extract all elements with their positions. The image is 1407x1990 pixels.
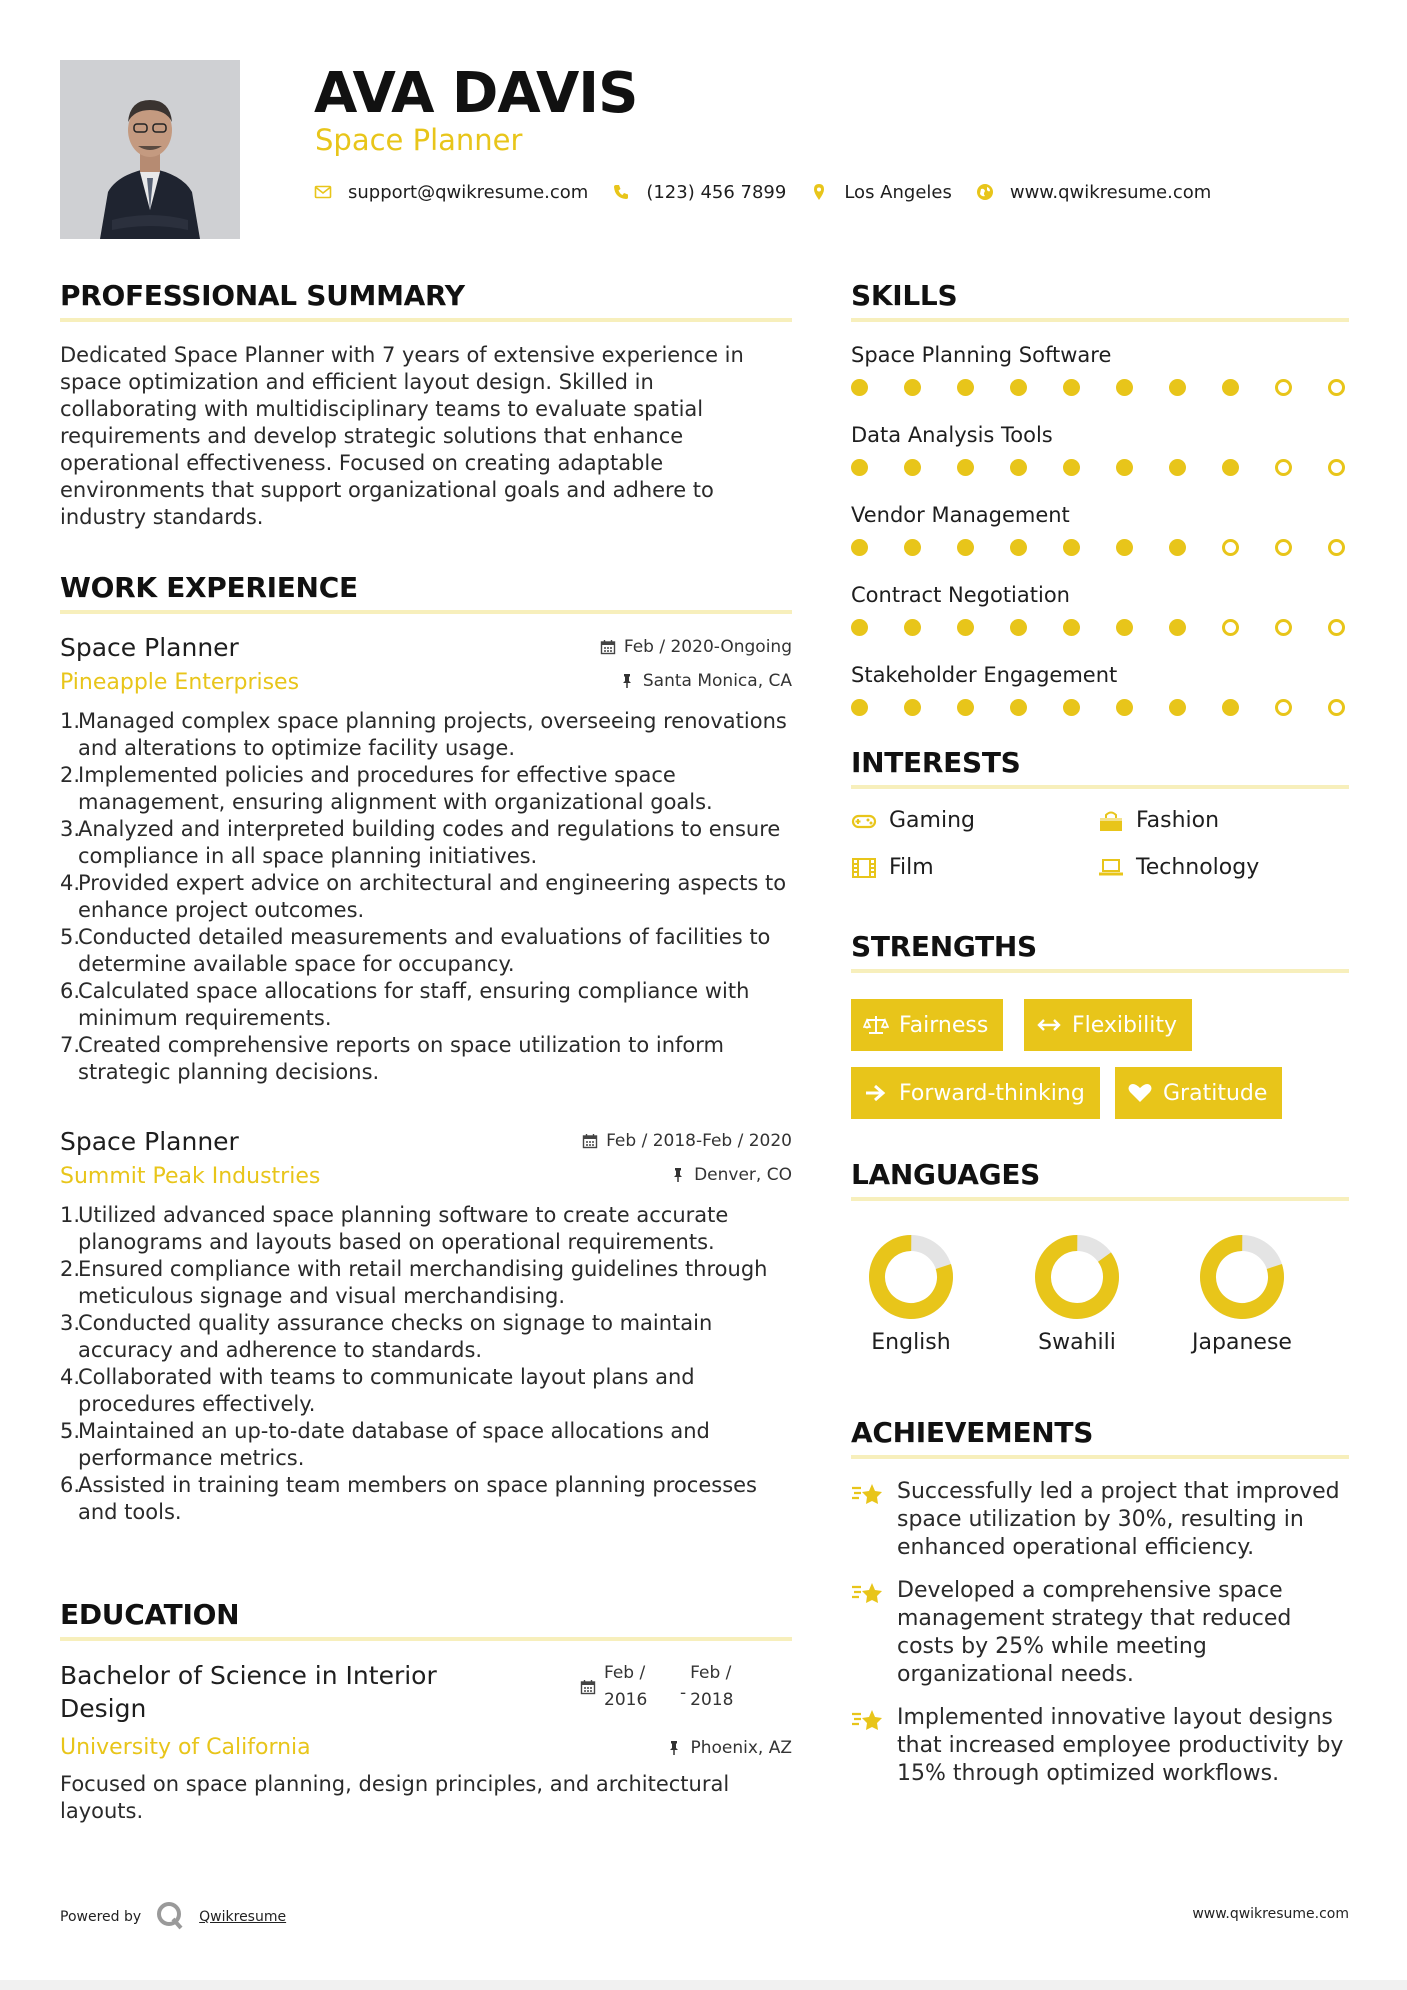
rating-dot-empty — [1328, 699, 1345, 716]
list-item: 6. Calculated space allocations for staff, ensuring compliance with minimum requirements. — [60, 979, 750, 1030]
rating-dot-filled — [1116, 619, 1133, 636]
languages-divider — [851, 1197, 1349, 1201]
interests-divider — [851, 785, 1349, 789]
skill-rating — [851, 617, 1345, 637]
rating-dot-empty — [1275, 539, 1292, 556]
pin-icon — [666, 1740, 682, 1756]
list-item: 1. Managed complex space planning projects, overseeing renovations and alterations to optimize facility usage. — [60, 709, 787, 760]
company-name: Pineapple Enterprises — [60, 670, 300, 695]
donut-proficiency-arc — [1199, 1234, 1285, 1320]
rating-dot-filled — [851, 699, 868, 716]
contact-website[interactable] — [976, 182, 1211, 203]
contact-bar — [314, 178, 1235, 206]
rating-dot-filled — [1010, 379, 1027, 396]
candidate-name: AVA DAVIS — [314, 61, 638, 126]
job-dates-text: Feb / 2018-Feb / 2020 — [606, 1131, 792, 1151]
rating-dot-filled — [1063, 619, 1080, 636]
arrow-right-icon — [863, 1082, 889, 1104]
contact-location — [810, 182, 952, 203]
skill-row — [851, 340, 1351, 397]
star-trophy-icon — [851, 1478, 885, 1562]
job-location-text: Santa Monica, CA — [642, 671, 792, 691]
skill-name: Stakeholder Engagement — [851, 663, 1118, 687]
edu-end-year: 2018 — [690, 1690, 734, 1710]
rating-dot-filled — [851, 459, 868, 476]
list-item: 7. Created comprehensive reports on space utilization to inform strategic planning decisions. — [60, 1033, 724, 1084]
language-swahili — [1017, 1232, 1137, 1355]
skills-heading: SKILLS — [851, 279, 958, 312]
job-bullets — [60, 1202, 792, 1526]
skill-row — [851, 420, 1351, 477]
job-bullets — [60, 708, 792, 1086]
list-item: 5. Maintained an up-to-date database of space allocations and performance metrics. — [60, 1419, 710, 1470]
skills-list — [851, 340, 1351, 717]
rating-dot-empty — [1328, 619, 1345, 636]
calendar-icon — [582, 1133, 598, 1149]
rating-dot-empty — [1275, 619, 1292, 636]
achievement-item — [851, 1478, 1351, 1562]
rating-dot-filled — [904, 619, 921, 636]
strength-flexibility — [1024, 999, 1192, 1051]
interests-heading: INTERESTS — [851, 746, 1021, 779]
company-name: Summit Peak Industries — [60, 1164, 321, 1189]
rating-dot-filled — [1010, 699, 1027, 716]
star-trophy-icon — [851, 1704, 885, 1788]
rating-dot-filled — [1222, 459, 1239, 476]
footer-powered-by — [60, 1900, 286, 1934]
language-donut-chart — [1032, 1232, 1122, 1322]
rating-dot-filled — [1169, 619, 1186, 636]
rating-dot-filled — [1169, 459, 1186, 476]
language-donut-chart — [1197, 1232, 1287, 1322]
language-name: English — [871, 1330, 951, 1355]
rating-dot-filled — [1116, 699, 1133, 716]
laptop-icon — [1098, 857, 1124, 879]
pin-icon — [670, 1167, 686, 1183]
job-entry — [60, 1126, 792, 1526]
strength-forward-thinking — [851, 1067, 1100, 1119]
rating-dot-filled — [1116, 379, 1133, 396]
language-english — [851, 1232, 971, 1355]
skill-name: Data Analysis Tools — [851, 423, 1053, 447]
rating-dot-filled — [1010, 539, 1027, 556]
phone-icon — [612, 183, 630, 201]
strength-fairness — [851, 999, 1003, 1051]
skills-divider — [851, 318, 1349, 322]
rating-dot-filled — [1063, 379, 1080, 396]
experience-heading: WORK EXPERIENCE — [60, 571, 358, 604]
list-item: 2. Ensured compliance with retail merchandising guidelines through meticulous signage and visual merchandising. — [60, 1257, 768, 1308]
donut-proficiency-arc — [1032, 1232, 1122, 1322]
qwikresume-link[interactable]: Qwikresume — [199, 1909, 287, 1925]
powered-by-text: Powered by — [60, 1909, 142, 1925]
strength-label: Flexibility — [1072, 1012, 1177, 1038]
achievement-text: Developed a comprehensive space management strategy that reduced costs by 25% while meeting organizational needs. — [897, 1578, 1292, 1687]
rating-dot-filled — [904, 539, 921, 556]
skill-name: Vendor Management — [851, 503, 1070, 527]
website-text: www.qwikresume.com — [1009, 181, 1212, 203]
job-title: Space Planner — [60, 633, 239, 662]
interest-technology — [1098, 855, 1259, 880]
job-dates-text: Feb / 2020-Ongoing — [623, 637, 792, 657]
edu-start-year: 2016 — [604, 1690, 648, 1710]
strength-label: Gratitude — [1163, 1080, 1268, 1106]
email-text: support@qwikresume.com — [348, 181, 589, 203]
school-name: University of California — [60, 1735, 311, 1760]
rating-dot-filled — [904, 459, 921, 476]
experience-divider — [60, 610, 792, 614]
job-location-text: Denver, CO — [694, 1165, 792, 1185]
skill-row — [851, 580, 1351, 637]
achievement-item — [851, 1577, 1351, 1689]
calendar-icon — [600, 639, 616, 655]
job-location — [582, 1160, 792, 1190]
rating-dot-filled — [904, 379, 921, 396]
calendar-icon — [580, 1679, 596, 1695]
rating-dot-filled — [1116, 539, 1133, 556]
list-item: 5. Conducted detailed measurements and evaluations of facilities to determine available space for occupancy. — [60, 925, 771, 976]
strength-label: Forward-thinking — [899, 1080, 1085, 1106]
edu-end-month: Feb / — [690, 1663, 732, 1683]
rating-dot-empty — [1328, 539, 1345, 556]
interest-label: Technology — [1136, 855, 1260, 880]
language-donut-chart — [866, 1232, 956, 1322]
edu-start-month: Feb / — [604, 1663, 646, 1683]
skill-rating — [851, 537, 1345, 557]
list-item: 6. Assisted in training team members on space planning processes and tools. — [60, 1473, 757, 1524]
skill-rating — [851, 377, 1345, 397]
rating-dot-filled — [1010, 619, 1027, 636]
education-location — [560, 1733, 792, 1763]
rating-dot-filled — [957, 379, 974, 396]
rating-dot-filled — [1116, 459, 1133, 476]
contact-phone[interactable] — [612, 182, 786, 203]
skill-rating — [851, 697, 1345, 717]
rating-dot-filled — [904, 699, 921, 716]
education-divider — [60, 1637, 792, 1641]
education-text: Focused on space planning, design principles, and architectural layouts. — [60, 1772, 730, 1823]
rating-dot-filled — [851, 379, 868, 396]
skill-row — [851, 500, 1351, 557]
rating-dot-empty — [1222, 539, 1239, 556]
person-photo-icon — [60, 60, 240, 239]
skill-name: Contract Negotiation — [851, 583, 1070, 607]
interest-film — [851, 855, 934, 880]
rating-dot-filled — [957, 619, 974, 636]
rating-dot-empty — [1222, 619, 1239, 636]
interest-label: Gaming — [889, 808, 975, 833]
rating-dot-filled — [851, 539, 868, 556]
balance-scale-icon — [863, 1014, 889, 1036]
rating-dot-empty — [1328, 379, 1345, 396]
skill-rating — [851, 457, 1345, 477]
strengths-divider — [851, 969, 1349, 973]
profile-photo — [60, 60, 240, 239]
education-dates: Feb / 2016 - Feb / 2018 — [580, 1660, 792, 1714]
achievements-divider — [851, 1455, 1349, 1459]
degree-title: Bachelor of Science in Interior Design — [60, 1661, 437, 1723]
list-item: 1. Utilized advanced space planning software to create accurate planograms and layouts based on operational requirements. — [60, 1203, 729, 1254]
summary-heading: PROFESSIONAL SUMMARY — [60, 279, 465, 312]
language-name: Swahili — [1038, 1330, 1116, 1355]
rating-dot-filled — [1169, 539, 1186, 556]
education-location-text: Phoenix, AZ — [690, 1738, 792, 1758]
envelope-icon — [314, 183, 332, 201]
summary-divider — [60, 318, 792, 322]
interest-fashion — [1098, 808, 1219, 833]
skill-name: Space Planning Software — [851, 343, 1112, 367]
rating-dot-empty — [1328, 459, 1345, 476]
achievement-text: Implemented innovative layout designs that increased employee productivity by 15% through optimized workflows. — [897, 1705, 1344, 1786]
list-item: 4. Collaborated with teams to communicate layout plans and procedures effectively. — [60, 1365, 695, 1416]
interest-label: Fashion — [1136, 808, 1220, 833]
job-title: Space Planner — [60, 1127, 239, 1156]
rating-dot-filled — [1063, 459, 1080, 476]
achievements-list — [851, 1478, 1351, 1788]
heart-icon — [1127, 1082, 1153, 1104]
gamepad-icon — [851, 810, 877, 832]
job-entry — [60, 632, 792, 1086]
job-dates — [582, 1126, 792, 1156]
globe-icon — [976, 183, 994, 201]
education-heading: EDUCATION — [60, 1598, 240, 1631]
strengths-heading: STRENGTHS — [851, 930, 1037, 963]
rating-dot-empty — [1275, 459, 1292, 476]
rating-dot-empty — [1275, 699, 1292, 716]
list-item: 3. Conducted quality assurance checks on signage to maintain accuracy and adherence to standards. — [60, 1311, 713, 1362]
rating-dot-filled — [1222, 379, 1239, 396]
language-name: Japanese — [1192, 1330, 1292, 1355]
rating-dot-filled — [1063, 699, 1080, 716]
list-item: 4. Provided expert advice on architectural and engineering aspects to enhance project outcomes. — [60, 871, 787, 922]
rating-dot-filled — [1063, 539, 1080, 556]
location-text: Los Angeles — [844, 181, 952, 203]
language-japanese — [1182, 1232, 1302, 1355]
phone-text: (123) 456 7899 — [646, 181, 787, 203]
rating-dot-filled — [1169, 379, 1186, 396]
skill-row — [851, 660, 1351, 717]
candidate-title: Space Planner — [315, 123, 523, 157]
achievement-text: Successfully led a project that improved space utilization by 30%, resulting in enhanced operational efficiency. — [897, 1479, 1340, 1560]
map-marker-icon — [810, 183, 828, 201]
strength-gratitude — [1115, 1067, 1282, 1119]
job-location — [600, 666, 792, 696]
film-icon — [851, 857, 877, 879]
rating-dot-filled — [851, 619, 868, 636]
rating-dot-filled — [957, 699, 974, 716]
qwikresume-logo-icon — [155, 1900, 185, 1934]
pin-icon — [619, 673, 635, 689]
languages-heading: LANGUAGES — [851, 1158, 1041, 1191]
achievement-item — [851, 1704, 1351, 1788]
list-item: 3. Analyzed and interpreted building codes and regulations to ensure compliance in all space planning initiatives. — [60, 817, 781, 868]
arrows-horizontal-icon — [1036, 1014, 1062, 1036]
list-item: 2. Implemented policies and procedures for effective space management, ensuring alignment with organizational goals. — [60, 763, 713, 814]
contact-email[interactable] — [314, 182, 588, 203]
strength-label: Fairness — [899, 1012, 989, 1038]
page-bottom-edge — [0, 1980, 1407, 1990]
achievements-heading: ACHIEVEMENTS — [851, 1416, 1094, 1449]
interest-gaming — [851, 808, 975, 833]
rating-dot-filled — [1222, 699, 1239, 716]
footer-website[interactable]: www.qwikresume.com — [1192, 1906, 1349, 1922]
star-trophy-icon — [851, 1577, 885, 1689]
interest-label: Film — [889, 855, 934, 880]
job-dates — [600, 632, 792, 662]
summary-text: Dedicated Space Planner with 7 years of extensive experience in space optimization and efficient layout design. Skilled in collaborating with multidisciplinary teams to evaluate spatial requirements and develop strategic solutions that enhance operational effectiveness. Focused on creating adaptable environments that support organizational goals and adhere to industry standards. — [60, 343, 744, 529]
rating-dot-filled — [957, 539, 974, 556]
rating-dot-empty — [1275, 379, 1292, 396]
rating-dot-filled — [1010, 459, 1027, 476]
rating-dot-filled — [1169, 699, 1186, 716]
donut-proficiency-arc — [868, 1234, 954, 1320]
shopping-bag-icon — [1098, 810, 1124, 832]
rating-dot-filled — [957, 459, 974, 476]
